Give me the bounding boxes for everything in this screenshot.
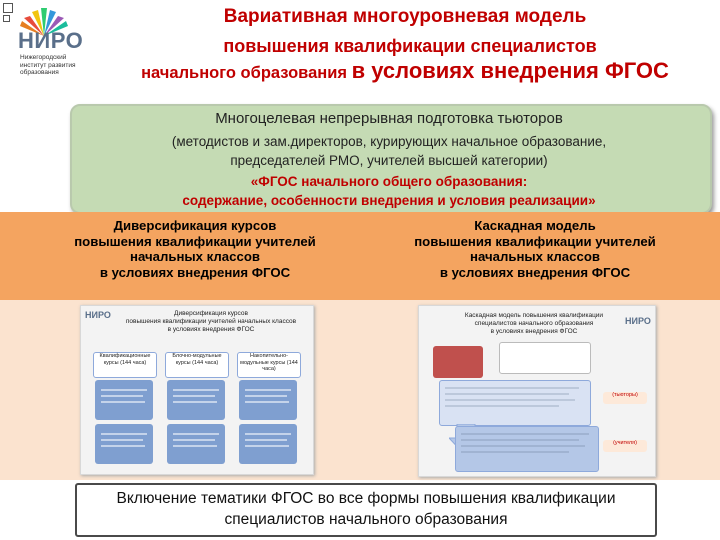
audience-line-2: председателей РМО, учителей высшей категории): [230, 153, 548, 168]
header-line-3-part2: в условиях внедрения ФГОС: [351, 58, 669, 83]
slide-title-line: в условиях внедрения ФГОС: [490, 328, 578, 335]
slide-photo: [433, 346, 483, 378]
slide-title-line: специалистов начального образования: [474, 320, 594, 327]
column-title-line: начальных классов: [130, 249, 260, 264]
logo-text: НИРО: [18, 28, 84, 53]
column-title-line: в условиях внедрения ФГОС: [99, 264, 291, 280]
header-line-3: [95, 58, 715, 84]
slide-logo: НИРО: [625, 316, 651, 326]
slide-box: [499, 342, 591, 374]
slide-box-text-lines: [439, 380, 589, 470]
diversification-title: [40, 218, 350, 280]
tutor-training-title: Многоцелевая непрерывная подготовка тьюторов: [215, 110, 563, 127]
footer-line-1: Включение тематики ФГОС во все формы повышения квалификации: [116, 490, 616, 507]
column-title-line: в условиях внедрения ФГОС: [439, 264, 631, 280]
header-line-2: повышения квалификации специалистов: [223, 36, 597, 56]
cascade-slide: [418, 305, 656, 477]
slide-title-line: в условиях внедрения ФГОС: [167, 326, 255, 333]
slide-title: [439, 312, 629, 336]
audience-line-1: (методистов и зам.директоров, курирующих начальное образование,: [171, 134, 607, 149]
cascade-title: [380, 218, 690, 280]
header-line-1: Вариативная многоуровневая модель: [223, 6, 587, 27]
tutor-training-course: [70, 172, 708, 210]
slide-block-text-lines: [95, 380, 299, 464]
slide-title: [111, 310, 311, 334]
logo-subtitle: Нижегородский институт развития образования: [20, 54, 76, 76]
column-title-line: повышения квалификации учителей: [414, 233, 656, 249]
column-title-line: Каскадная модель: [474, 218, 596, 233]
slide-title-line: повышения квалификации учителей начальных классов: [125, 318, 297, 325]
slide-column-3: Накопительно-модульные курсы (144 часа): [237, 352, 301, 378]
slide-column-2: Блочно-модульные курсы (144 часа): [165, 352, 229, 378]
course-line-1: «ФГОС начального общего образования:: [250, 174, 528, 189]
slide-logo: НИРО: [85, 310, 111, 320]
footer-text: [75, 488, 657, 530]
column-title-line: начальных классов: [470, 249, 600, 264]
course-line-2: содержание, особенности внедрения и условия реализации»: [182, 193, 596, 208]
slide-title-line: Диверсификация курсов: [174, 310, 248, 317]
header-line-3-part1: начального образования: [141, 64, 352, 82]
slide-label-teachers: (учителя): [603, 440, 647, 452]
tutor-training-audience: [70, 132, 708, 170]
slide-column-1: Квалификационные курсы (144 часа): [93, 352, 157, 378]
column-title-line: повышения квалификации учителей: [74, 233, 316, 249]
slide-label-tutors: (тьюторы): [603, 392, 647, 404]
niro-logo: [6, 6, 84, 78]
footer-line-2: специалистов начального образования: [224, 511, 508, 528]
column-title-line: Диверсификация курсов: [113, 218, 277, 233]
diversification-slide: [80, 305, 314, 475]
slide-title-line: Каскадная модель повышения квалификации: [464, 312, 604, 319]
